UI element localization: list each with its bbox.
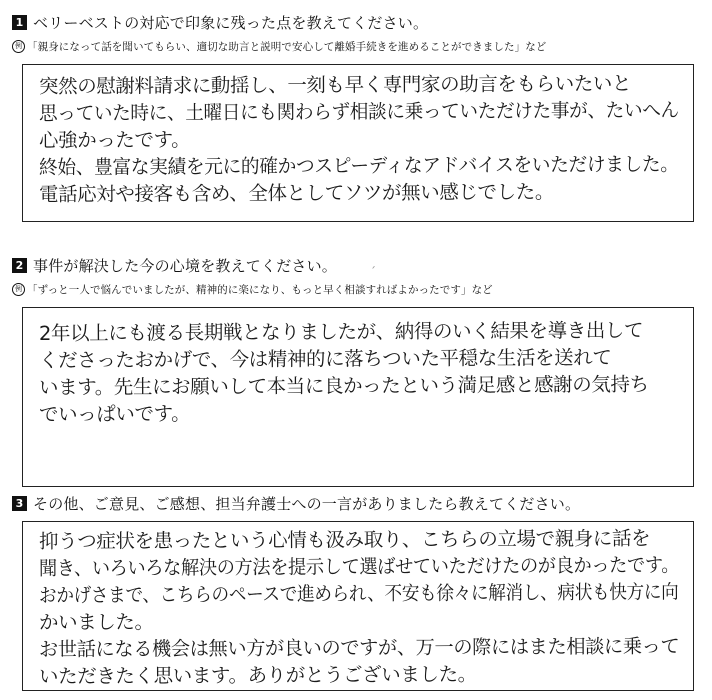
answer-line: 思っていた時に、土曜日にも関わらず相談に乗っていただけた事が、たいへん xyxy=(38,98,679,125)
question-text: ベリーベストの対応で印象に残った点を教えてください。 xyxy=(33,13,429,32)
question-2 xyxy=(12,255,337,275)
section-3 xyxy=(0,493,712,693)
example-text: 「親身になって話を聞いてもらい、適切な助言と説明で安心して離婚手続きを進めることができました」など xyxy=(27,40,547,53)
answer-line: 電話応対や接客も含め、全体としてソツが無い感じでした。 xyxy=(38,180,554,206)
answer-line: 2年以上にも渡る長期戦となりましたが、納得のいく結果を導き出して xyxy=(38,318,644,345)
example-2 xyxy=(12,281,493,297)
answer-box-2 xyxy=(22,307,694,487)
section-2 xyxy=(0,255,712,455)
example-text: 「ずっと一人で悩んでいましたが、精神的に楽になり、もっと早く相談すればよかったです」など xyxy=(27,283,493,296)
stray-mark: ˊ xyxy=(370,265,376,279)
question-text: 事件が解決した今の心境を教えてください。 xyxy=(33,256,338,275)
answer-line: 抑うつ症状を患ったという心情も汲み取り、こちらの立場で親身に話を xyxy=(38,526,651,553)
question-3 xyxy=(12,493,580,513)
example-1 xyxy=(12,38,546,54)
answer-box-3 xyxy=(22,521,694,691)
answer-line: かいました。 xyxy=(38,610,154,634)
answer-line: 聞き、いろいろな解決の方法を提示して選ばせていただけたのが良かったです。 xyxy=(38,553,680,580)
answer-line: 突然の慰謝料請求に動揺し、一刻も早く専門家の助言をもらいたいと xyxy=(38,71,632,98)
example-badge: 例 xyxy=(12,40,25,53)
example-badge: 例 xyxy=(12,283,25,296)
question-text: その他、ご意見、ご感想、担当弁護士への一言がありましたら教えてください。 xyxy=(33,494,581,513)
question-number: 1 xyxy=(12,15,27,30)
answer-line: おかげさまで、こちらのペースで進められ、不安も徐々に解消し、病状も快方に向 xyxy=(38,580,679,607)
question-number: 2 xyxy=(12,258,27,273)
section-1 xyxy=(0,12,712,222)
question-1 xyxy=(12,12,428,32)
answer-line: います。先生にお願いして本当に良かったという満足感と感謝の気持ち xyxy=(38,372,649,399)
answer-line: でいっぱいです。 xyxy=(38,402,191,426)
answer-box-1 xyxy=(22,64,694,222)
answer-line: くださったおかげで、今は精神的に落ちついた平穏な生活を送れて xyxy=(38,346,612,372)
answer-line: いただきたく思います。ありがとうございました。 xyxy=(38,662,477,688)
question-number: 3 xyxy=(12,496,27,511)
answer-line: お世話になる機会は無い方が良いのですが、万一の際にはまた相談に乗って xyxy=(38,634,680,661)
answer-line: 終始、豊富な実績を元に的確かつスピーディなアドバイスをいただけました。 xyxy=(38,152,679,179)
answer-line: 心強かったです。 xyxy=(38,128,191,152)
